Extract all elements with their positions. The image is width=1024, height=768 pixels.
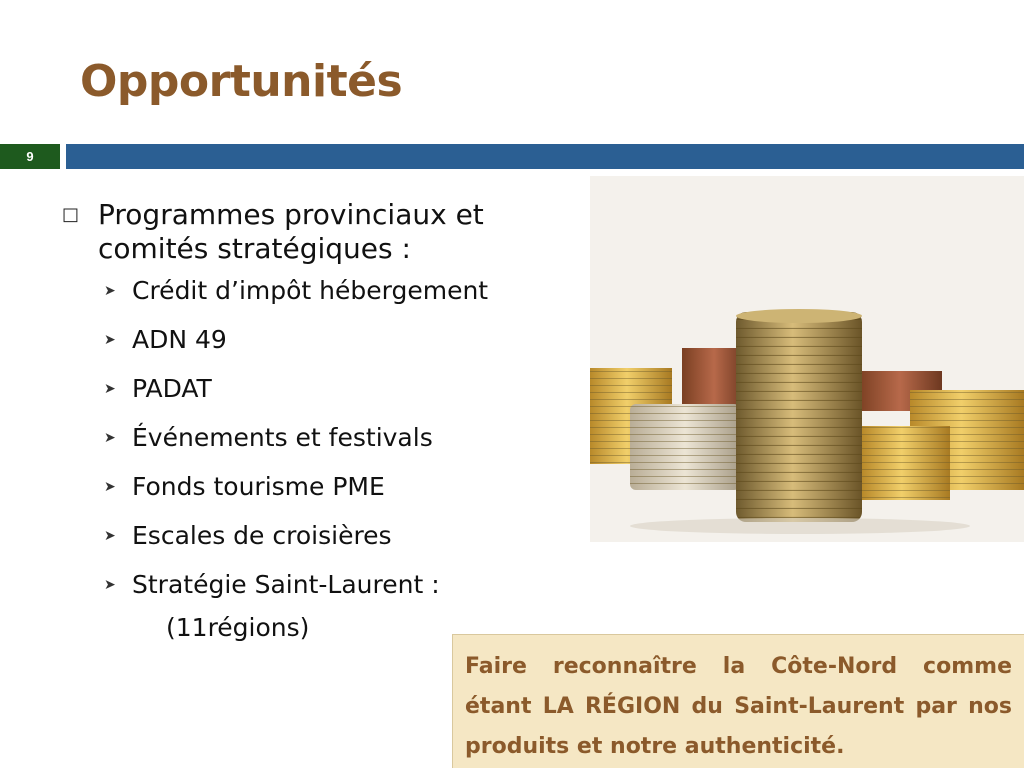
arrow-bullet-icon: ➤	[104, 576, 116, 593]
sub-bullet-text: Escales de croisières	[132, 521, 392, 550]
sub-bullet	[104, 560, 562, 609]
arrow-bullet-icon: ➤	[104, 429, 116, 446]
title-divider-bar	[66, 144, 1024, 169]
arrow-bullet-icon: ➤	[104, 282, 116, 299]
sub-bullet-text: Crédit d’impôt hébergement	[132, 276, 489, 305]
sub-bullet	[104, 413, 562, 462]
coin-stacks-image	[590, 176, 1024, 542]
sub-bullet	[104, 511, 562, 560]
slide-title: Opportunités	[80, 56, 403, 107]
sub-bullet	[104, 462, 562, 511]
callout-box: Faire reconnaître la Côte-Nord comme étant LA RÉGION du Saint-Laurent par nos produits et notre authenticité.	[452, 634, 1024, 768]
sub-bullet-text: ADN 49	[132, 325, 227, 354]
arrow-bullet-icon: ➤	[104, 380, 116, 397]
page-number-badge: 9	[0, 144, 60, 169]
bullet-list	[62, 198, 562, 642]
sub-bullet	[104, 315, 562, 364]
bullet-main-text: Programmes provinciaux et comités stratégiques :	[98, 198, 484, 265]
arrow-bullet-icon: ➤	[104, 331, 116, 348]
square-bullet-icon: □	[62, 204, 80, 225]
arrow-bullet-icon: ➤	[104, 478, 116, 495]
sub-bullet-text: Stratégie Saint-Laurent :	[132, 570, 440, 599]
sub-bullet	[104, 266, 562, 315]
bullet-main	[62, 198, 562, 266]
sub-bullet-text: PADAT	[132, 374, 212, 403]
sub-bullet-note: (11régions)	[166, 613, 310, 642]
arrow-bullet-icon: ➤	[104, 527, 116, 544]
sub-bullet	[104, 364, 562, 413]
sub-bullet-text: Fonds tourisme PME	[132, 472, 385, 501]
sub-bullet-text: Événements et festivals	[132, 423, 433, 452]
